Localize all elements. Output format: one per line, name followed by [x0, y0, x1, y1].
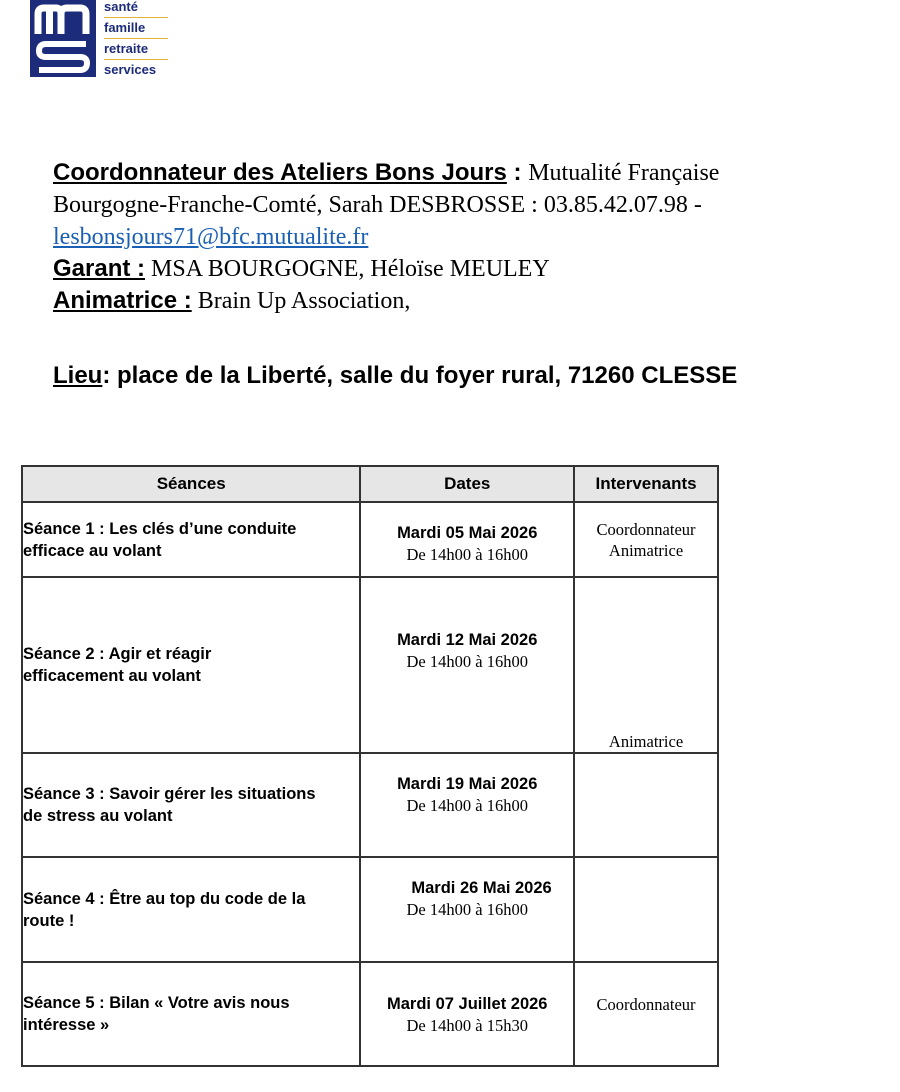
seance-cell: Séance 2 : Agir et réagir efficacement au volant — [22, 577, 360, 753]
animatrice-text: Brain Up Association, — [197, 288, 411, 314]
lieu-label: Lieu — [53, 362, 103, 389]
lieu-line — [53, 362, 737, 390]
date-cell — [360, 857, 574, 962]
date-cell — [360, 753, 574, 857]
coordinator-line: Coordonnateur des Ateliers Bons Jours : Mutualité Française — [53, 159, 720, 186]
intervenants-cell: Coordonnateur Animatrice — [574, 502, 718, 577]
header-dates: Dates — [360, 466, 574, 502]
logo-tagline: famille — [104, 18, 168, 39]
table-row — [22, 857, 718, 962]
date-cell — [360, 577, 574, 753]
logo-tagline: santé — [104, 0, 168, 18]
table-row — [22, 577, 718, 753]
time: De 14h00 à 16h00 — [406, 796, 528, 815]
date: Mardi 26 Mai 2026 — [411, 879, 552, 897]
time: De 14h00 à 16h00 — [406, 652, 528, 671]
date-cell — [360, 962, 574, 1066]
date: Mardi 19 Mai 2026 — [397, 775, 538, 793]
header-intervenants: Intervenants — [574, 466, 718, 502]
coordinator-org: Mutualité Française — [528, 160, 720, 186]
date: Mardi 05 Mai 2026 — [397, 524, 538, 542]
logo-tagline: services — [104, 62, 157, 77]
seance-cell: Séance 4 : Être au top du code de la route ! — [22, 857, 360, 962]
seance-cell: Séance 5 : Bilan « Votre avis nous intéresse » — [22, 962, 360, 1066]
msa-logo — [30, 0, 180, 80]
coordinator-label: Coordonnateur des Ateliers Bons Jours — [53, 159, 507, 186]
info-block — [53, 157, 853, 317]
seance-cell: Séance 3 : Savoir gérer les situations de stress au volant — [22, 753, 360, 857]
date: Mardi 12 Mai 2026 — [397, 631, 538, 649]
table-row — [22, 962, 718, 1066]
coordinator-email-link[interactable]: lesbonsjours71@bfc.mutualite.fr — [53, 224, 369, 250]
time: De 14h00 à 15h30 — [406, 1015, 528, 1035]
animatrice-line — [53, 285, 853, 317]
garant-label: Garant : — [53, 255, 146, 282]
header-seances: Séances — [22, 466, 360, 502]
animatrice-label: Animatrice : — [53, 287, 192, 314]
lieu-text: : place de la Liberté, salle du foyer rural, 71260 CLESSE — [102, 362, 738, 389]
garant-text: MSA BOURGOGNE, Héloïse MEULEY — [151, 256, 550, 282]
seance-cell: Séance 1 : Les clés d’une conduite efficace au volant — [22, 502, 360, 577]
intervenants-cell: Animatrice — [574, 577, 718, 753]
intervenants-cell: Coordonnateur — [574, 962, 718, 1066]
table-row — [22, 753, 718, 857]
table-header-row — [22, 466, 718, 502]
date-cell — [360, 502, 574, 577]
msa-logo-mark — [30, 0, 96, 77]
intervenants-cell — [574, 753, 718, 857]
date: Mardi 07 Juillet 2026 — [386, 994, 548, 1013]
intervenants-cell — [574, 857, 718, 962]
logo-tagline: retraite — [104, 39, 168, 60]
logo-taglines — [104, 0, 168, 80]
garant-line — [53, 253, 853, 285]
coordinator-email-line — [53, 221, 853, 253]
table-row — [22, 502, 718, 577]
schedule-table — [21, 465, 719, 1067]
coordinator-details: Bourgogne-Franche-Comté, Sarah DESBROSSE : 03.85.42.07.98 - — [53, 192, 702, 218]
time: De 14h00 à 16h00 — [406, 545, 528, 564]
time: De 14h00 à 16h00 — [406, 900, 528, 919]
